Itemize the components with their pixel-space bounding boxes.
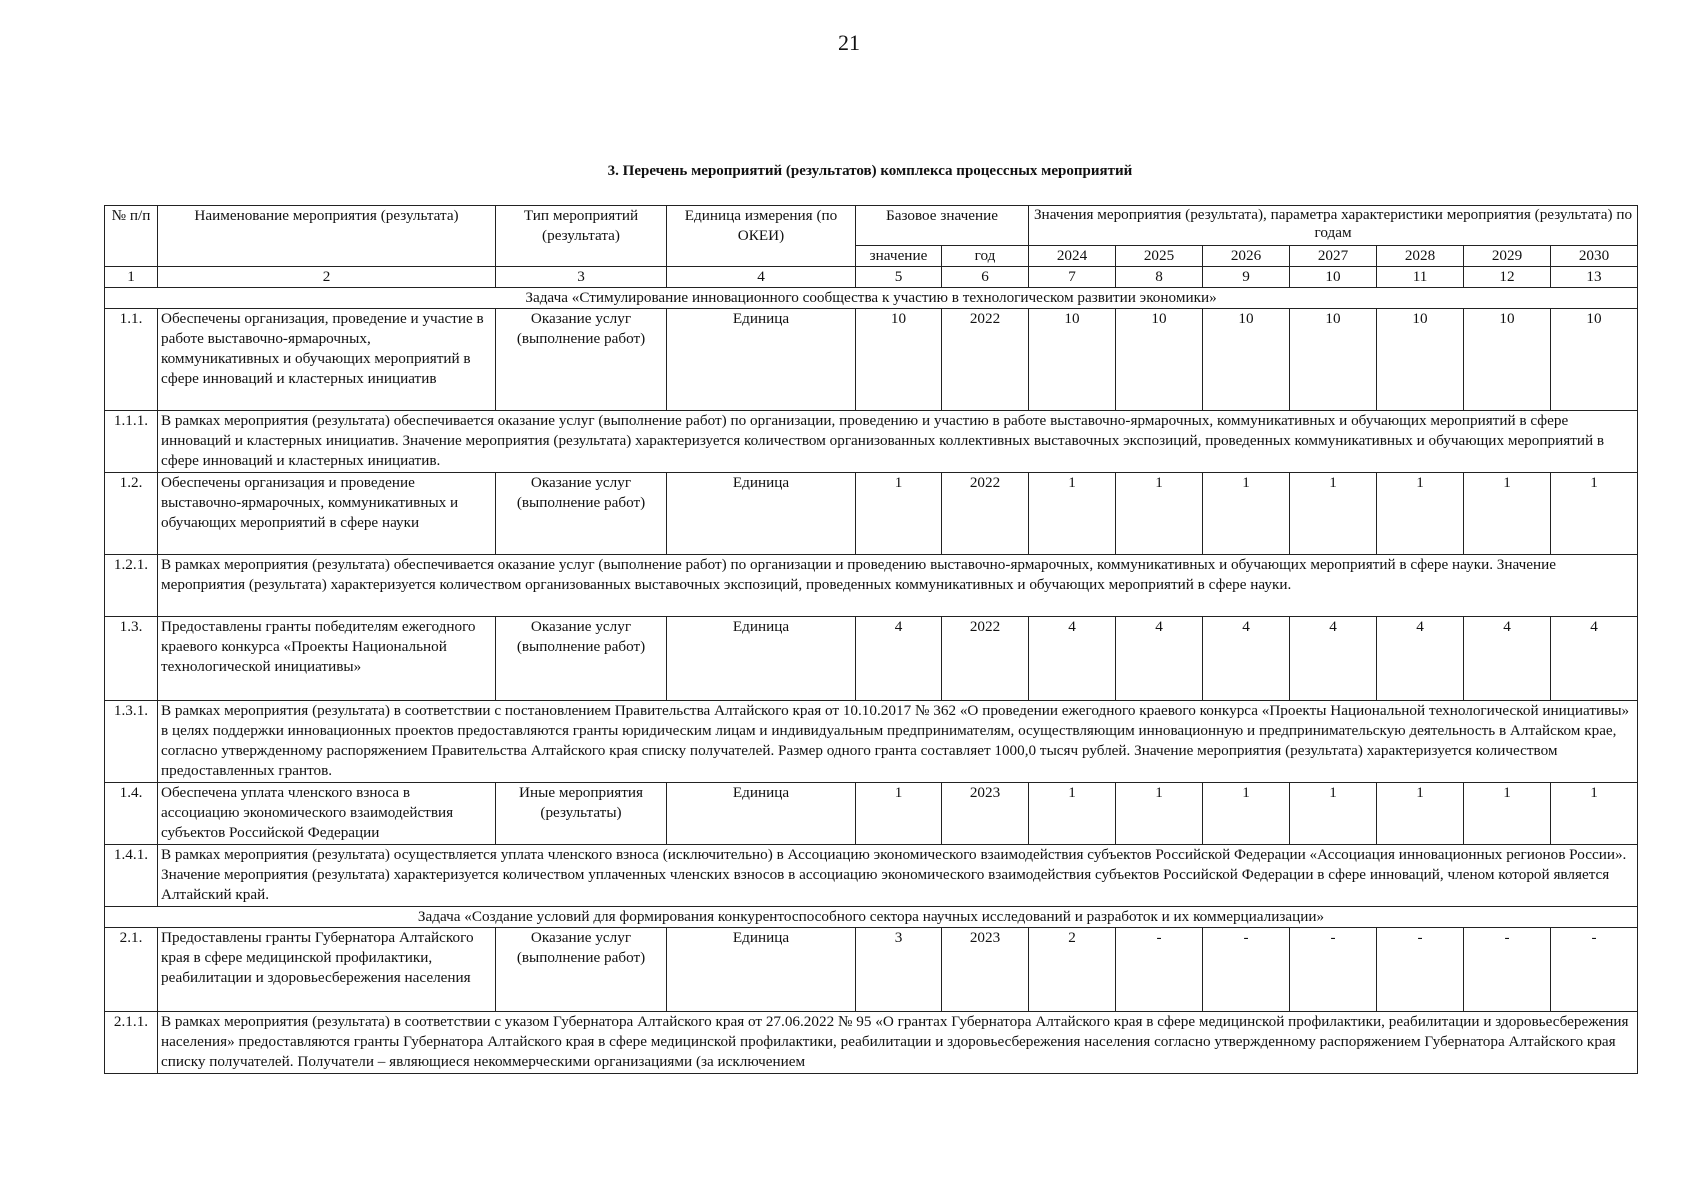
row-type: Оказание услуг (выполнение работ) — [496, 928, 667, 1012]
row-value: 1 — [1029, 473, 1116, 555]
row-name: Предоставлены гранты Губернатора Алтайского края в сфере медицинской профилактики, реабилитации и здоровьесбережения населения — [158, 928, 496, 1012]
table-row — [105, 473, 1638, 555]
row-value: - — [1290, 928, 1377, 1012]
column-number: 1 — [105, 267, 158, 288]
row-base-value: 1 — [856, 473, 942, 555]
row-value: 2 — [1029, 928, 1116, 1012]
row-type: Иные мероприятия (результаты) — [496, 783, 667, 845]
row-value: 10 — [1377, 309, 1464, 411]
description-row — [105, 555, 1638, 617]
column-number: 9 — [1203, 267, 1290, 288]
row-value: 4 — [1290, 617, 1377, 701]
row-value: 4 — [1377, 617, 1464, 701]
row-base-value: 3 — [856, 928, 942, 1012]
column-number-row — [105, 267, 1638, 288]
row-value: 1 — [1290, 473, 1377, 555]
row-name: Обеспечены организация, проведение и участие в работе выставочно-ярмарочных, коммуникативных и обучающих мероприятий в сфере инноваций и кластерных инициатив — [158, 309, 496, 411]
column-number: 10 — [1290, 267, 1377, 288]
row-num: 1.2. — [105, 473, 158, 555]
row-value: 1 — [1551, 473, 1638, 555]
header-type: Тип мероприятий (результата) — [496, 206, 667, 267]
column-number: 6 — [942, 267, 1029, 288]
header-year: 2025 — [1116, 246, 1203, 267]
row-value: 10 — [1290, 309, 1377, 411]
row-type: Оказание услуг (выполнение работ) — [496, 309, 667, 411]
description-row — [105, 411, 1638, 473]
row-base-year: 2023 — [942, 783, 1029, 845]
row-base-value: 4 — [856, 617, 942, 701]
task-row — [105, 907, 1638, 928]
row-base-year: 2022 — [942, 617, 1029, 701]
row-name: Обеспечены организация и проведение выставочно-ярмарочных, коммуникативных и обучающих мероприятий в сфере науки — [158, 473, 496, 555]
row-num: 1.1. — [105, 309, 158, 411]
row-type: Оказание услуг (выполнение работ) — [496, 617, 667, 701]
row-name: Обеспечена уплата членского взноса в ассоциацию экономического взаимодействия субъектов Российской Федерации — [158, 783, 496, 845]
header-values: Значения мероприятия (результата), параметра характеристики мероприятия (результата) по годам — [1029, 206, 1638, 246]
row-value: 1 — [1464, 783, 1551, 845]
row-base-year: 2023 — [942, 928, 1029, 1012]
column-number: 12 — [1464, 267, 1551, 288]
row-value: - — [1203, 928, 1290, 1012]
row-value: - — [1464, 928, 1551, 1012]
description-row — [105, 845, 1638, 907]
header-base-year: год — [942, 246, 1029, 267]
row-value: - — [1551, 928, 1638, 1012]
column-number: 3 — [496, 267, 667, 288]
description-row — [105, 701, 1638, 783]
row-value: - — [1116, 928, 1203, 1012]
desc-num: 1.3.1. — [105, 701, 158, 783]
column-number: 2 — [158, 267, 496, 288]
row-value: 1 — [1116, 783, 1203, 845]
row-value: 10 — [1464, 309, 1551, 411]
row-value: 4 — [1029, 617, 1116, 701]
desc-num: 1.2.1. — [105, 555, 158, 617]
header-year: 2029 — [1464, 246, 1551, 267]
row-num: 1.4. — [105, 783, 158, 845]
header-year: 2030 — [1551, 246, 1638, 267]
header-year: 2027 — [1290, 246, 1377, 267]
table-row — [105, 309, 1638, 411]
row-value: 10 — [1203, 309, 1290, 411]
table-row — [105, 617, 1638, 701]
header-base: Базовое значение — [856, 206, 1029, 246]
row-unit: Единица — [667, 309, 856, 411]
row-value: - — [1377, 928, 1464, 1012]
row-value: 10 — [1551, 309, 1638, 411]
row-base-year: 2022 — [942, 473, 1029, 555]
table-row — [105, 783, 1638, 845]
desc-num: 1.4.1. — [105, 845, 158, 907]
row-unit: Единица — [667, 617, 856, 701]
row-num: 2.1. — [105, 928, 158, 1012]
row-unit: Единица — [667, 783, 856, 845]
row-value: 1 — [1203, 783, 1290, 845]
header-year: 2028 — [1377, 246, 1464, 267]
document-title: 3. Перечень мероприятий (результатов) комплекса процессных мероприятий — [607, 163, 1133, 179]
row-name: Предоставлены гранты победителям ежегодного краевого конкурса «Проекты Национальной технологической инициативы» — [158, 617, 496, 701]
desc-num: 1.1.1. — [105, 411, 158, 473]
column-number: 13 — [1551, 267, 1638, 288]
task-title: Задача «Создание условий для формирования конкурентоспособного сектора научных исследований и разработок и их коммерциализации» — [105, 907, 1638, 928]
row-value: 1 — [1464, 473, 1551, 555]
events-table — [104, 205, 1638, 1074]
header-num: № п/п — [105, 206, 158, 267]
row-value: 1 — [1029, 783, 1116, 845]
row-base-value: 10 — [856, 309, 942, 411]
row-base-year: 2022 — [942, 309, 1029, 411]
desc-text: В рамках мероприятия (результата) в соответствии с указом Губернатора Алтайского края от 27.06.2022 № 95 «О грантах Губернатора Алтайского края в сфере медицинской профилактики, реабилитации и здоровьесбережения населения» предоставляются гранты Губернатора Алтайского края в сфере медицинской профилактики, реабилитации и здоровьесбережения населения согласно утвержденному распоряжением Губернатора Алтайского края списку получателей. Получатели – являющиеся некоммерческими организациями (за исключением — [158, 1012, 1638, 1074]
desc-num: 2.1.1. — [105, 1012, 158, 1074]
header-year: 2026 — [1203, 246, 1290, 267]
description-row — [105, 1012, 1638, 1074]
desc-text: В рамках мероприятия (результата) осуществляется уплата членского взноса (исключительно) в Ассоциацию экономического взаимодействия субъектов Российской Федерации «Ассоциация инновационных регионов России». Значение мероприятия (результата) характеризуется количеством уплаченных членских взносов в ассоциацию экономического взаимодействия субъектов Российской Федерации в сфере инноваций, членом которой является Алтайский край. — [158, 845, 1638, 907]
row-value: 1 — [1290, 783, 1377, 845]
page-number: 21 — [838, 30, 860, 55]
row-unit: Единица — [667, 928, 856, 1012]
row-base-value: 1 — [856, 783, 942, 845]
row-value: 4 — [1203, 617, 1290, 701]
task-title: Задача «Стимулирование инновационного сообщества к участию в технологическом развитии экономики» — [105, 288, 1638, 309]
row-value: 4 — [1464, 617, 1551, 701]
row-value: 4 — [1551, 617, 1638, 701]
row-value: 10 — [1029, 309, 1116, 411]
task-row — [105, 288, 1638, 309]
desc-text: В рамках мероприятия (результата) в соответствии с постановлением Правительства Алтайского края от 10.10.2017 № 362 «О проведении ежегодного краевого конкурса «Проекты Национальной технологической инициативы» в целях поддержки инновационных проектов предоставляются гранты юридическим лицам и индивидуальным предпринимателям, осуществляющим инновационную и предпринимательскую деятельность в Алтайском крае, согласно утвержденному распоряжением Правительства Алтайского края списку получателей. Размер одного гранта составляет 1000,0 тысяч рублей. Значение мероприятия (результата) характеризуется количеством предоставленных грантов. — [158, 701, 1638, 783]
row-value: 10 — [1116, 309, 1203, 411]
row-value: 1 — [1116, 473, 1203, 555]
desc-text: В рамках мероприятия (результата) обеспечивается оказание услуг (выполнение работ) по организации и проведению выставочно-ярмарочных, коммуникативных и обучающих мероприятий в сфере науки. Значение мероприятия (результата) характеризуется количеством организованных выставочных экспозиций, проведенных коммуникативных и обучающих мероприятий в сфере науки. — [158, 555, 1638, 617]
row-unit: Единица — [667, 473, 856, 555]
desc-text: В рамках мероприятия (результата) обеспечивается оказание услуг (выполнение работ) по организации, проведению и участию в работе выставочно-ярмарочных, коммуникативных и обучающих мероприятий в сфере инноваций и кластерных инициатив. Значение мероприятия (результата) характеризуется количеством организованных коллективных выставочных экспозиций, проведенных коммуникативных и обучающих мероприятий в сфере инноваций и кластерных инициатив. — [158, 411, 1638, 473]
row-value: 1 — [1377, 473, 1464, 555]
header-row — [105, 206, 1638, 246]
row-value: 1 — [1551, 783, 1638, 845]
column-number: 5 — [856, 267, 942, 288]
header-unit: Единица измерения (по ОКЕИ) — [667, 206, 856, 267]
table-row — [105, 928, 1638, 1012]
column-number: 8 — [1116, 267, 1203, 288]
header-base-value: значение — [856, 246, 942, 267]
column-number: 11 — [1377, 267, 1464, 288]
row-value: 4 — [1116, 617, 1203, 701]
column-number: 7 — [1029, 267, 1116, 288]
header-name: Наименование мероприятия (результата) — [158, 206, 496, 267]
row-value: 1 — [1203, 473, 1290, 555]
row-num: 1.3. — [105, 617, 158, 701]
header-year: 2024 — [1029, 246, 1116, 267]
row-type: Оказание услуг (выполнение работ) — [496, 473, 667, 555]
row-value: 1 — [1377, 783, 1464, 845]
column-number: 4 — [667, 267, 856, 288]
